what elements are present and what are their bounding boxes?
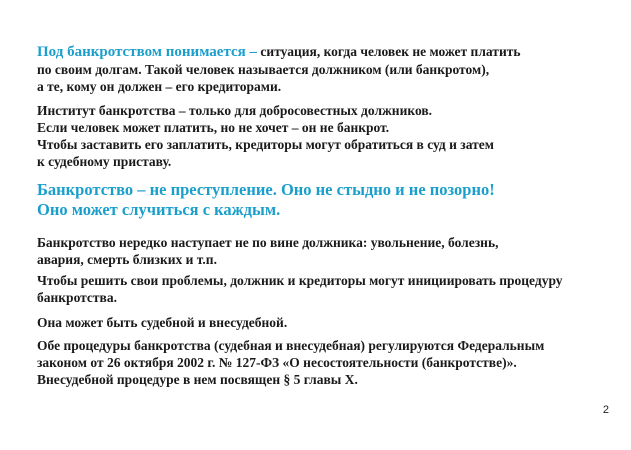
not-crime-line-2: Оно может случиться с каждым.	[37, 200, 281, 219]
page-number: 2	[602, 404, 609, 416]
paragraph-not-crime	[37, 180, 495, 220]
definition-line-3: а те, кому он должен – его кредиторами.	[37, 79, 282, 94]
causes-line-2: авария, смерть близких и т.п.	[37, 252, 217, 267]
law-line-1: Обе процедуры банкротства (судебная и внесудебная) регулируются Федеральным	[37, 338, 545, 353]
definition-lead: Под банкротством понимается –	[37, 44, 258, 60]
definition-line-2: по своим долгам. Такой человек называется должником (или банкротом),	[37, 62, 490, 77]
paragraph-types	[37, 314, 287, 331]
definition-line-1-rest: ситуация, когда человек не может платить	[257, 44, 521, 59]
paragraph-institute	[37, 102, 494, 170]
causes-line-1: Банкротство нередко наступает не по вине должника: увольнение, болезнь,	[37, 235, 499, 250]
paragraph-procedure	[37, 272, 563, 306]
institute-line-1: Институт банкротства – только для добросовестных должников.	[37, 103, 433, 118]
types-line-1: Она может быть судебной и внесудебной.	[37, 315, 288, 330]
not-crime-line-1: Банкротство – не преступление. Оно не стыдно и не позорно!	[37, 180, 495, 199]
institute-line-4: к судебному приставу.	[37, 154, 172, 169]
procedure-line-1: Чтобы решить свои проблемы, должник и кредиторы могут инициировать процедуру	[37, 273, 563, 288]
procedure-line-2: банкротства.	[37, 290, 117, 305]
paragraph-law	[37, 337, 544, 388]
institute-line-2: Если человек может платить, но не хочет – он не банкрот.	[37, 120, 390, 135]
definition-line-1	[37, 43, 521, 61]
law-line-2: законом от 26 октября 2002 г. № 127-ФЗ «О несостоятельности (банкротстве)».	[37, 355, 517, 370]
law-line-3: Внесудебной процедуре в нем посвящен § 5 главы X.	[37, 372, 358, 387]
institute-line-3: Чтобы заставить его заплатить, кредиторы могут обратиться в суд и затем	[37, 137, 494, 152]
paragraph-causes	[37, 234, 498, 268]
paragraph-definition	[37, 43, 521, 95]
